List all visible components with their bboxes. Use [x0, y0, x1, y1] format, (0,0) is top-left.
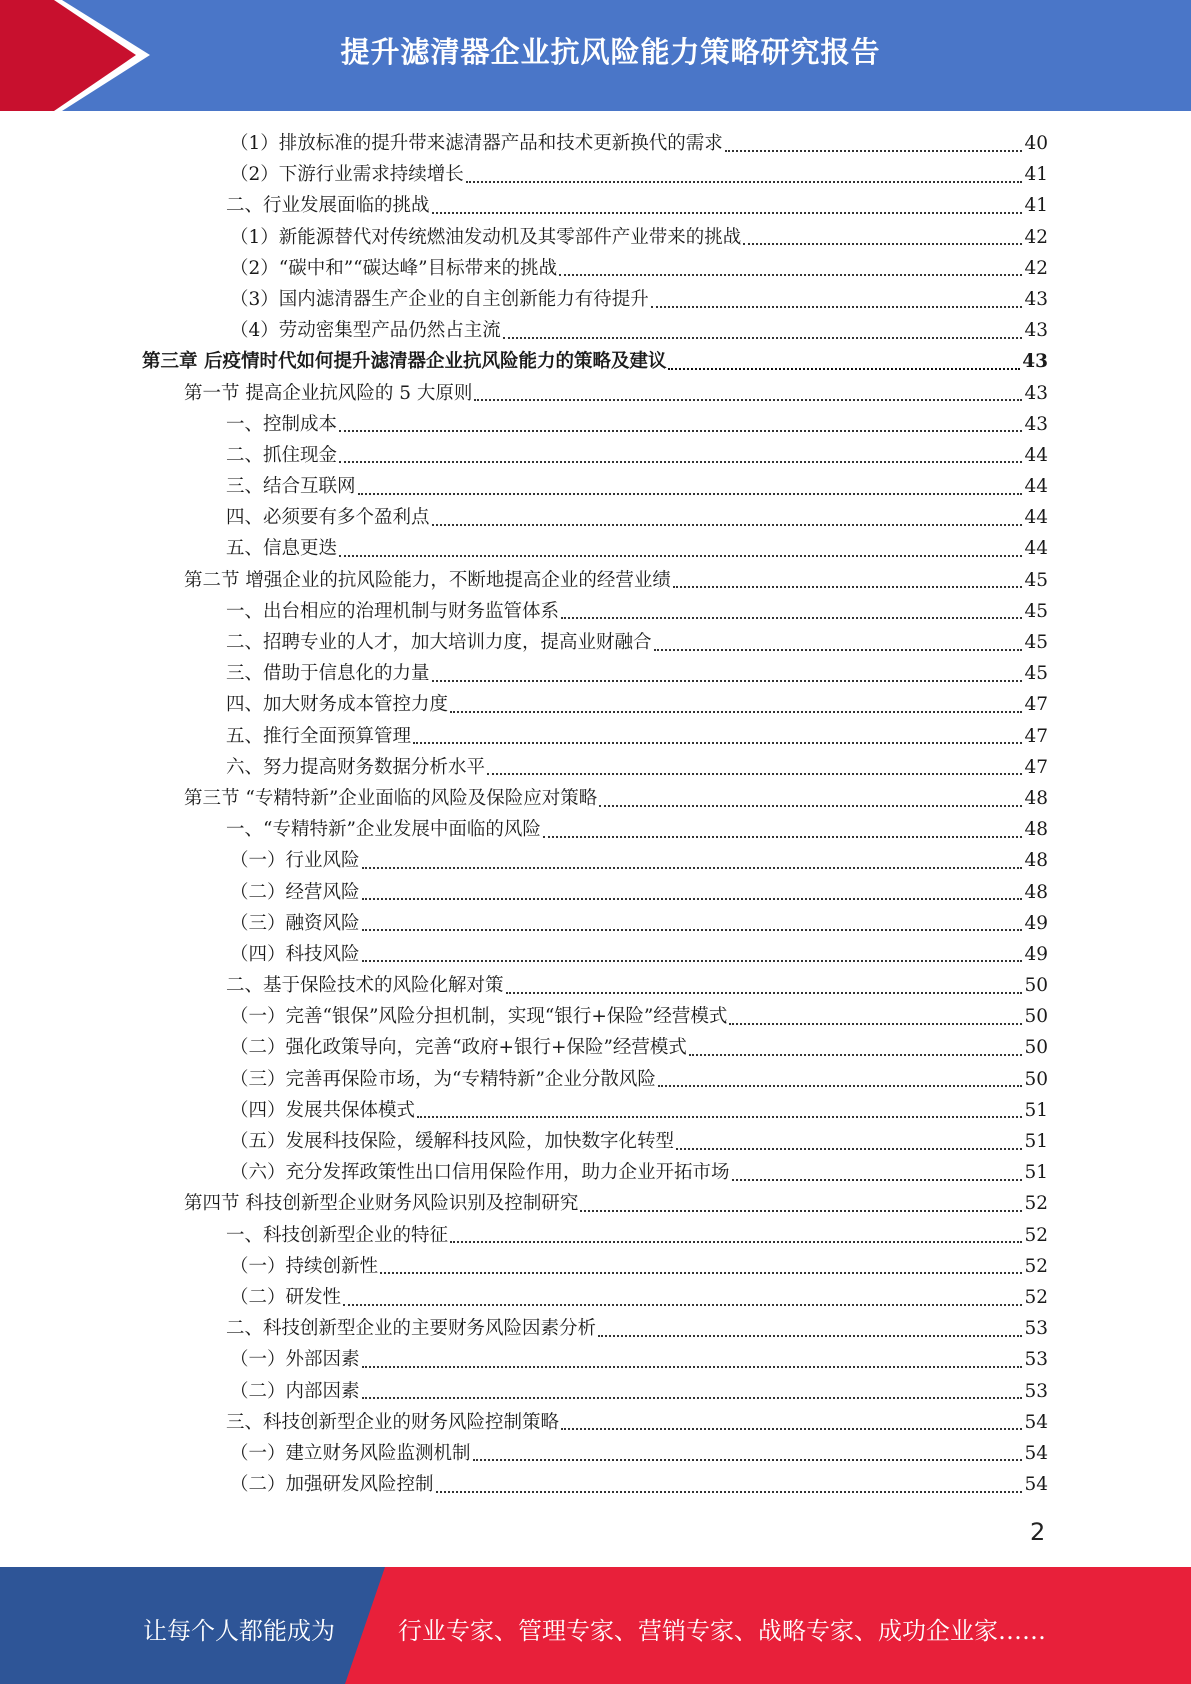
toc-entry[interactable]	[142, 440, 1048, 471]
toc-entry[interactable]	[142, 1220, 1048, 1251]
toc-dot-leader	[689, 1054, 1023, 1056]
toc-entry[interactable]	[142, 378, 1048, 409]
toc-dot-leader	[561, 1428, 1022, 1430]
footer-slogan-left: 让每个人都能成为	[143, 1617, 335, 1645]
toc-entry[interactable]	[142, 970, 1048, 1001]
toc-entry-page: 43	[1024, 288, 1048, 310]
toc-dot-leader	[506, 992, 1023, 994]
toc-entry-page: 42	[1024, 226, 1048, 248]
toc-entry-page: 43	[1024, 320, 1048, 342]
toc-entry-page: 48	[1024, 787, 1048, 809]
toc-entry[interactable]	[142, 845, 1048, 876]
toc-entry[interactable]	[142, 721, 1048, 752]
toc-entry-label: 一、“专精特新”企业发展中面临的风险	[226, 819, 541, 841]
toc-dot-leader	[358, 493, 1023, 495]
toc-entry-label: 第二节 增强企业的抗风险能力，不断地提高企业的经营业绩	[184, 569, 671, 591]
toc-entry[interactable]	[142, 752, 1048, 783]
toc-entry-page: 45	[1024, 569, 1048, 591]
table-of-contents	[142, 128, 1048, 1500]
toc-entry-label: （四）发展共保体模式	[230, 1099, 416, 1121]
toc-entry[interactable]	[142, 1157, 1048, 1188]
toc-entry-page: 49	[1024, 943, 1048, 965]
toc-entry[interactable]	[142, 1001, 1048, 1032]
toc-dot-leader	[732, 1179, 1023, 1181]
toc-entry-page: 50	[1024, 975, 1048, 997]
toc-dot-leader	[561, 617, 1022, 619]
toc-entry[interactable]	[142, 596, 1048, 627]
toc-entry-label: （2）下游行业需求持续增长	[230, 164, 464, 186]
toc-dot-leader	[466, 181, 1023, 183]
toc-dot-leader	[658, 1085, 1023, 1087]
toc-entry-label: （4）劳动密集型产品仍然占主流	[230, 320, 501, 342]
toc-entry-page: 51	[1024, 1131, 1048, 1152]
toc-entry[interactable]	[142, 253, 1048, 284]
toc-entry-page: 52	[1024, 1224, 1048, 1246]
toc-entry-label: 六、努力提高财务数据分析水平	[226, 756, 486, 778]
toc-dot-leader	[436, 1491, 1023, 1493]
toc-entry[interactable]	[142, 159, 1048, 190]
toc-entry[interactable]	[142, 346, 1048, 377]
toc-dot-leader	[599, 805, 1022, 807]
toc-entry-page: 48	[1024, 819, 1048, 841]
toc-dot-leader	[673, 586, 1023, 588]
toc-dot-leader	[487, 773, 1022, 775]
toc-entry-label: 二、基于保险技术的风险化解对策	[226, 975, 504, 997]
toc-entry-label: 二、行业发展面临的挑战	[226, 195, 430, 217]
toc-entry[interactable]	[142, 814, 1048, 845]
toc-dot-leader	[362, 867, 1023, 869]
toc-entry[interactable]	[142, 939, 1048, 970]
toc-dot-leader	[503, 337, 1023, 339]
toc-entry[interactable]	[142, 1188, 1048, 1219]
toc-entry-label: 一、控制成本	[226, 413, 338, 435]
toc-entry-label: 三、结合互联网	[226, 476, 356, 498]
toc-entry[interactable]	[142, 1407, 1048, 1438]
toc-entry[interactable]	[142, 877, 1048, 908]
toc-entry-page: 40	[1024, 133, 1048, 154]
report-title: 提升滤清器企业抗风险能力策略研究报告	[340, 35, 881, 69]
toc-entry-label: 第三章 后疫情时代如何提升滤清器企业抗风险能力的策略及建议	[142, 351, 667, 373]
toc-dot-leader	[543, 836, 1023, 838]
toc-entry-page: 47	[1024, 694, 1048, 716]
toc-entry-page: 41	[1024, 195, 1048, 217]
toc-dot-leader	[450, 711, 1022, 713]
toc-entry-label: （六）充分发挥政策性出口信用保险作用，助力企业开拓市场	[230, 1162, 730, 1184]
toc-entry-label: （四）科技风险	[230, 943, 360, 965]
toc-entry-label: 三、借助于信息化的力量	[226, 663, 430, 685]
toc-entry-label: （一）外部因素	[230, 1349, 360, 1371]
toc-entry-label: （一）建立财务风险监测机制	[230, 1442, 471, 1464]
page-number: 2	[1030, 1518, 1046, 1546]
toc-entry-page: 48	[1024, 850, 1048, 872]
toc-entry-page: 51	[1024, 1099, 1048, 1121]
toc-entry[interactable]	[142, 908, 1048, 939]
toc-entry-page: 54	[1024, 1474, 1048, 1496]
toc-entry-page: 52	[1024, 1286, 1048, 1308]
toc-entry-page: 44	[1024, 507, 1048, 529]
toc-dot-leader	[432, 680, 1023, 682]
toc-entry-page: 49	[1024, 912, 1048, 934]
toc-entry[interactable]	[142, 1313, 1048, 1344]
toc-entry-label: （三）完善再保险市场，为“专精特新”企业分散风险	[230, 1068, 656, 1090]
toc-dot-leader	[729, 1023, 1022, 1025]
toc-entry-label: 二、抓住现金	[226, 444, 338, 466]
toc-dot-leader	[598, 1335, 1022, 1337]
toc-entry-label: （一）行业风险	[230, 850, 360, 872]
toc-entry-label: 四、加大财务成本管控力度	[226, 694, 449, 716]
toc-entry-page: 50	[1024, 1006, 1048, 1028]
toc-entry-page: 54	[1024, 1411, 1048, 1433]
toc-dot-leader	[580, 1210, 1022, 1212]
toc-entry[interactable]	[142, 689, 1048, 720]
toc-entry[interactable]	[142, 1032, 1048, 1063]
toc-entry[interactable]	[142, 565, 1048, 596]
toc-entry-label: 三、科技创新型企业的财务风险控制策略	[226, 1411, 560, 1433]
toc-entry-label: 二、科技创新型企业的主要财务风险因素分析	[226, 1318, 597, 1340]
toc-dot-leader	[417, 1116, 1022, 1118]
toc-dot-leader	[450, 1241, 1022, 1243]
toc-entry-label: 五、信息更迭	[226, 538, 338, 560]
toc-dot-leader	[339, 555, 1022, 557]
toc-entry-page: 44	[1024, 444, 1048, 466]
toc-entry[interactable]	[142, 1064, 1048, 1095]
toc-dot-leader	[362, 1366, 1023, 1368]
header-banner	[0, 0, 1191, 111]
toc-dot-leader	[474, 399, 1022, 401]
toc-entry-label: （3）国内滤清器生产企业的自主创新能力有待提升	[230, 288, 649, 310]
toc-entry-page: 50	[1024, 1037, 1048, 1059]
toc-entry-label: 第四节 科技创新型企业财务风险识别及控制研究	[184, 1193, 579, 1215]
toc-entry-label: （二）研发性	[230, 1286, 342, 1308]
toc-entry-page: 52	[1024, 1193, 1048, 1215]
toc-entry-page: 45	[1024, 663, 1048, 685]
toc-entry-label: （1）新能源替代对传统燃油发动机及其零部件产业带来的挑战	[230, 226, 742, 248]
toc-entry-label: （二）内部因素	[230, 1380, 360, 1402]
toc-entry-page: 54	[1024, 1442, 1048, 1464]
toc-entry-label: （二）强化政策导向，完善“政府+银行+保险”经营模式	[230, 1037, 687, 1059]
toc-entry[interactable]	[142, 658, 1048, 689]
toc-entry-label: 第一节 提高企业抗风险的 5 大原则	[184, 382, 473, 404]
toc-entry-page: 42	[1024, 257, 1048, 279]
toc-entry-label: （一）完善“银保”风险分担机制，实现“银行+保险”经营模式	[230, 1006, 728, 1028]
toc-dot-leader	[725, 150, 1023, 152]
toc-entry-page: 53	[1024, 1380, 1048, 1402]
toc-entry-label: 二、招聘专业的人才，加大培训力度，提高业财融合	[226, 632, 652, 653]
toc-entry[interactable]	[142, 1282, 1048, 1313]
toc-dot-leader	[432, 212, 1023, 214]
toc-entry-page: 48	[1024, 881, 1048, 903]
toc-entry-page: 41	[1024, 164, 1048, 186]
toc-entry[interactable]	[142, 1469, 1048, 1500]
toc-dot-leader	[362, 960, 1023, 962]
toc-entry[interactable]	[142, 1126, 1048, 1157]
footer-slogan-right: 行业专家、管理专家、营销专家、战略专家、成功企业家……	[398, 1617, 1046, 1645]
toc-entry-label: （一）持续创新性	[230, 1255, 379, 1277]
toc-entry-page: 53	[1024, 1318, 1048, 1340]
toc-entry-label: 五、推行全面预算管理	[226, 725, 412, 747]
footer-banner	[0, 1567, 1191, 1684]
toc-entry[interactable]	[142, 315, 1048, 346]
toc-entry-page: 43	[1024, 413, 1048, 435]
toc-dot-leader	[432, 524, 1023, 526]
toc-dot-leader	[339, 430, 1022, 432]
toc-entry-page: 51	[1024, 1162, 1048, 1184]
toc-entry-page: 43	[1024, 382, 1048, 404]
toc-entry[interactable]	[142, 502, 1048, 533]
toc-entry[interactable]	[142, 222, 1048, 253]
toc-dot-leader	[362, 929, 1023, 931]
toc-entry[interactable]	[142, 284, 1048, 315]
toc-entry-label: 一、出台相应的治理机制与财务监管体系	[226, 600, 560, 622]
toc-entry-page: 50	[1024, 1068, 1048, 1090]
toc-entry-label: （三）融资风险	[230, 912, 360, 934]
toc-entry[interactable]	[142, 409, 1048, 440]
toc-dot-leader	[343, 1304, 1022, 1306]
toc-dot-leader	[413, 742, 1022, 744]
toc-entry-page: 43	[1022, 351, 1048, 373]
toc-entry-page: 47	[1024, 756, 1048, 778]
toc-entry-label: 一、科技创新型企业的特征	[226, 1224, 449, 1246]
toc-dot-leader	[380, 1272, 1022, 1274]
toc-dot-leader	[654, 649, 1023, 651]
toc-entry-page: 47	[1024, 725, 1048, 747]
toc-entry-page: 45	[1024, 600, 1048, 622]
toc-dot-leader	[473, 1459, 1023, 1461]
toc-entry-page: 52	[1024, 1255, 1048, 1277]
toc-entry-page: 45	[1024, 632, 1048, 653]
toc-entry-label: （1）排放标准的提升带来滤清器产品和技术更新换代的需求	[230, 133, 723, 154]
toc-entry-label: （二）经营风险	[230, 881, 360, 903]
toc-entry[interactable]	[142, 533, 1048, 564]
toc-entry-label: （五）发展科技保险，缓解科技风险，加快数字化转型	[230, 1131, 675, 1152]
toc-dot-leader	[668, 368, 1020, 370]
toc-entry[interactable]	[142, 471, 1048, 502]
toc-dot-leader	[559, 274, 1022, 276]
toc-entry[interactable]	[142, 1376, 1048, 1407]
toc-dot-leader	[362, 1397, 1023, 1399]
toc-entry[interactable]	[142, 190, 1048, 221]
toc-entry-label: 四、必须要有多个盈利点	[226, 507, 430, 529]
toc-entry[interactable]	[142, 128, 1048, 159]
toc-entry-page: 44	[1024, 538, 1048, 560]
toc-entry[interactable]	[142, 1095, 1048, 1126]
toc-dot-leader	[339, 461, 1022, 463]
toc-entry-page: 44	[1024, 476, 1048, 498]
toc-entry[interactable]	[142, 783, 1048, 814]
toc-entry-label: 第三节 “专精特新”企业面临的风险及保险应对策略	[184, 787, 598, 809]
toc-dot-leader	[743, 243, 1022, 245]
toc-entry[interactable]	[142, 627, 1048, 658]
toc-entry[interactable]	[142, 1251, 1048, 1282]
toc-entry[interactable]	[142, 1438, 1048, 1469]
toc-entry-label: （二）加强研发风险控制	[230, 1474, 434, 1496]
toc-dot-leader	[362, 898, 1023, 900]
toc-entry-label: （2）“碳中和”“碳达峰”目标带来的挑战	[230, 257, 558, 279]
toc-entry[interactable]	[142, 1344, 1048, 1375]
toc-entry-page: 53	[1024, 1349, 1048, 1371]
toc-dot-leader	[676, 1148, 1022, 1150]
toc-dot-leader	[651, 306, 1023, 308]
